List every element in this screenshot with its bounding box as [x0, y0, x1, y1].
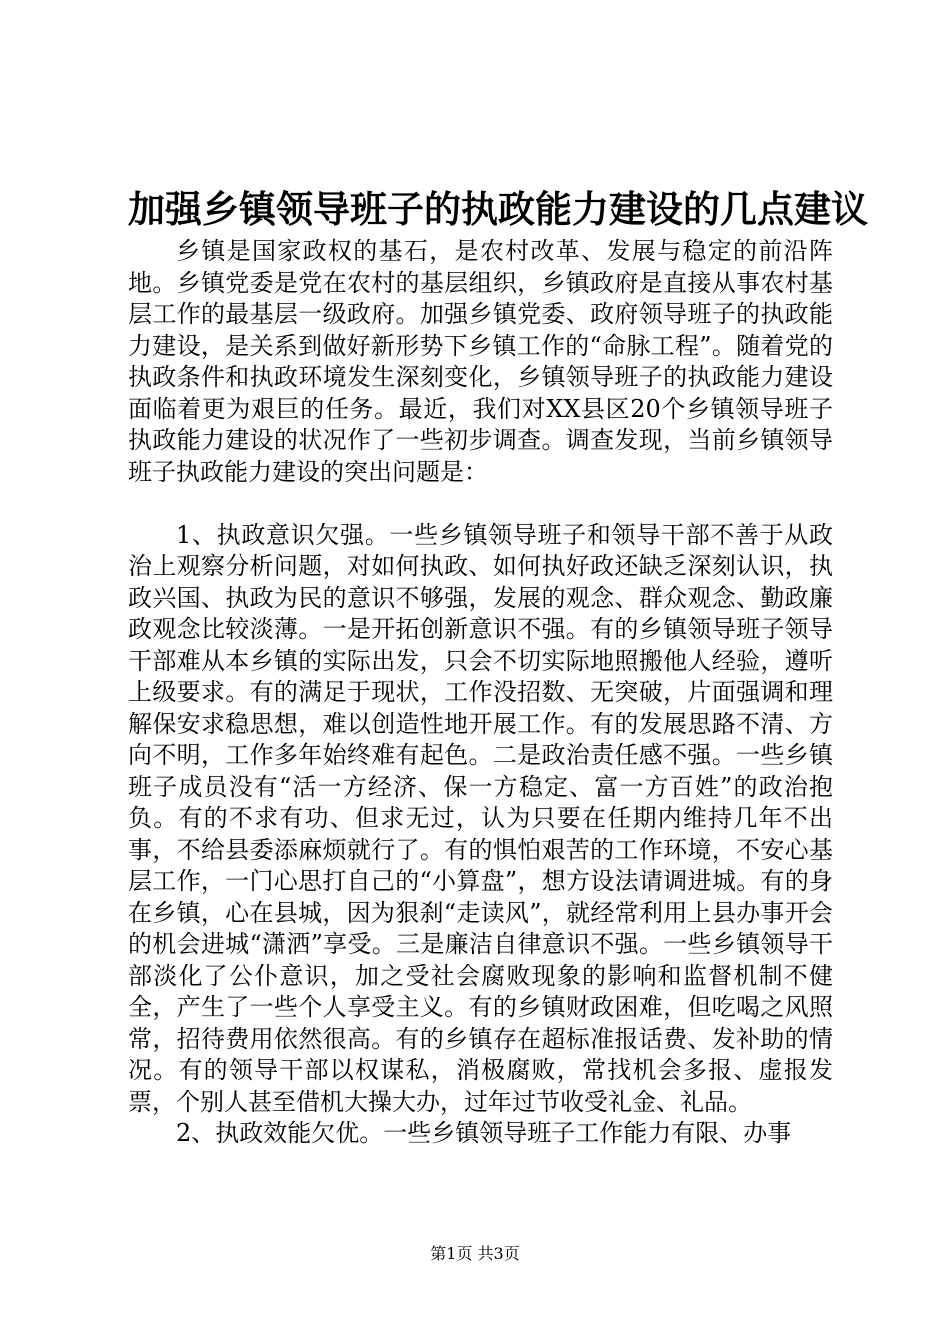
- page-number-footer: 第1页 共3页: [430, 1244, 520, 1263]
- document-title: 加强乡镇领导班子的执政能力建设的几点建议: [128, 187, 868, 231]
- paragraph-point-1: 1、执政意识欠强。一些乡镇领导班子和领导干部不善于从政治上观察分析问题，对如何执政、如何执好政还缺乏深刻认识，执政兴国、执政为民的意识不够强，发展的观念、群众观念、勤政廉政观念比较淡薄。一是开拓创新意识不强。有的乡镇领导班子领导干部难从本乡镇的实际出发，只会不切实际地照搬他人经验，遵听上级要求。有的满足于现状，工作没招数、无突破，片面强调和理解保安求稳思想，难以创造性地开展工作。有的发展思路不清、方向不明，工作多年始终难有起色。二是政治责任感不强。一些乡镇班子成员没有“活一方经济、保一方稳定、富一方百姓”的政治抱负。有的不求有功、但求无过，认为只要在任期内维持几年不出事，不给县委添麻烦就行了。有的惧怕艰苦的工作环境，不安心基层工作，一门心思打自己的“小算盘”，想方设法请调进城。有的身在乡镇，心在县城，因为狠刹“走读风”，就经常利用上县办事开会的机会进城“潇洒”享受。三是廉洁自律意识不强。一些乡镇领导干部淡化了公仆意识，加之受社会腐败现象的影响和监督机制不健全，产生了一些个人享受主义。有的乡镇财政困难，但吃喝之风照常，招待费用依然很高。有的乡镇存在超标准报话费、发补助的情况。有的领导干部以权谋私，消极腐败，常找机会多报、虚报发票，个别人甚至借机大操大办，过年过节收受礼金、礼品。: [128, 520, 833, 1116]
- paragraph-intro: 乡镇是国家政权的基石，是农村改革、发展与稳定的前沿阵地。乡镇党委是党在农村的基层组织，乡镇政府是直接从事农村基层工作的最基层一级政府。加强乡镇党委、政府领导班子的执政能力建设，是关系到做好新形势下乡镇工作的“命脉工程”。随着党的执政条件和执政环境发生深刻变化，乡镇领导班子的执政能力建设面临着更为艰巨的任务。最近，我们对XX县区20个乡镇领导班子执政能力建设的状况作了一些初步调查。调查发现，当前乡镇领导班子执政能力建设的突出问题是：: [128, 237, 833, 486]
- paragraph-point-2: 2、执政效能欠优。一些乡镇领导班子工作能力有限、办事: [176, 1119, 792, 1147]
- document-body: [128, 236, 833, 1150]
